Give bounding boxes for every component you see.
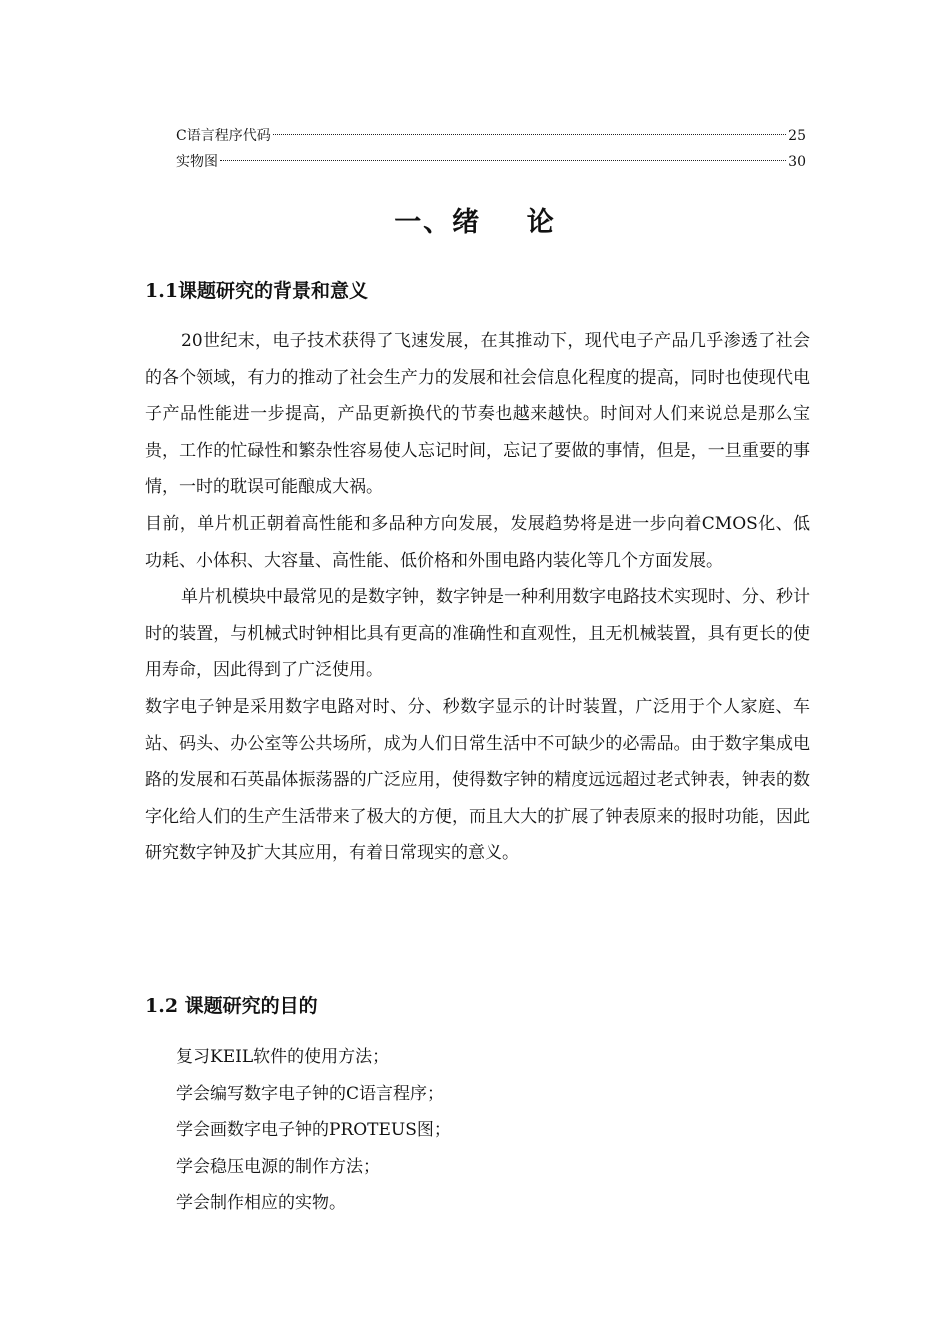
toc-entry-label: C语言程序代码 bbox=[176, 128, 271, 144]
toc-entry-label: 实物图 bbox=[176, 154, 218, 170]
list-item: 学会稳压电源的制作方法； bbox=[176, 1156, 380, 1177]
toc-leader-dots bbox=[273, 134, 786, 135]
paragraph: 数字电子钟是采用数字电路对时、分、秒数字显示的计时装置，广泛用于个人家庭、车站、码头、办公室等公共场所，成为人们日常生活中不可缺少的必需品。由于数字集成电路的发展和石英晶体振荡器的广泛应用，使得数字钟的精度远远超过老式钟表，钟表的数字化给人们的生产生活带来了极大的方便，而且大大的扩展了钟表原来的报时功能，因此研究数字钟及扩大其应用，有着日常现实的意义。 bbox=[145, 696, 810, 864]
paragraph: 20世纪末，电子技术获得了飞速发展，在其推动下，现代电子产品几乎渗透了社会的各个领域，有力的推动了社会生产力的发展和社会信息化程度的提高，同时也使现代电子产品性能进一步提高，产品更新换代的节奏也越来越快。时间对人们来说总是那么宝贵，工作的忙碌性和繁杂性容易使人忘记时间，忘记了要做的事情，但是，一旦重要的事情，一时的耽误可能酿成大祸。 bbox=[145, 331, 810, 498]
chapter-title: 一、绪 论 bbox=[394, 207, 556, 238]
toc-entry-page: 30 bbox=[788, 154, 806, 170]
section-heading: 1.1课题研究的背景和意义 bbox=[145, 280, 369, 302]
section-body bbox=[145, 323, 810, 872]
paragraph: 单片机模块中最常见的是数字钟，数字钟是一种利用数字电路技术实现时、分、秒计时的装置，与机械式时钟相比具有更高的准确性和直观性，且无机械装置，具有更长的使用寿命，因此得到了广泛使用。 bbox=[145, 587, 810, 681]
toc-entry[interactable] bbox=[176, 123, 806, 149]
goal-list bbox=[176, 1039, 451, 1222]
list-item: 学会画数字电子钟的PROTEUS图； bbox=[176, 1120, 451, 1141]
list-item: 学会编写数字电子钟的C语言程序； bbox=[176, 1083, 445, 1104]
toc-entry-page: 25 bbox=[788, 128, 806, 144]
paragraph: 目前，单片机正朝着高性能和多品种方向发展，发展趋势将是进一步向着CMOS化、低功耗、小体积、大容量、高性能、低价格和外围电路内装化等几个方面发展。 bbox=[145, 513, 810, 571]
section-heading: 1.2 课题研究的目的 bbox=[145, 995, 318, 1017]
toc-leader-dots bbox=[220, 160, 786, 161]
toc-entry[interactable] bbox=[176, 149, 806, 175]
table-of-contents bbox=[176, 123, 806, 175]
list-item: 学会制作相应的实物。 bbox=[176, 1193, 346, 1214]
list-item: 复习KEIL软件的使用方法； bbox=[176, 1047, 390, 1067]
